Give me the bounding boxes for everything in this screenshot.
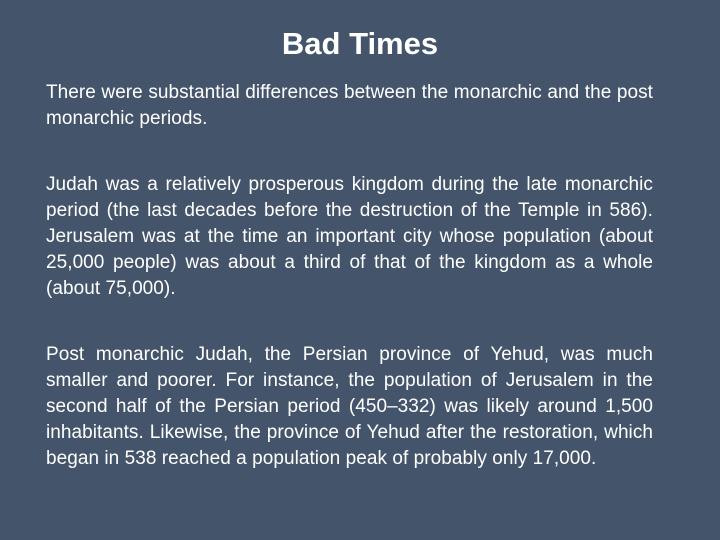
paragraph-late-monarchic-judah: Judah was a relatively prosperous kingdom during the late monarchic period (the last decades before the destruction of the Temple in 586). Jerusalem was at the time an important city whose population (about 25,000 people) was about a third of that of the kingdom as a whole (about 75,000).	[46, 174, 653, 299]
slide-body	[46, 80, 653, 512]
paragraph-post-monarchic-yehud: Post monarchic Judah, the Persian province of Yehud, was much smaller and poorer. For instance, the population of Jerusalem in the second half of the Persian period (450–332) was likely around 1,500 inhabitants. Likewise, the province of Yehud after the restoration, which began in 538 reached a population peak of probably only 17,000.	[46, 344, 653, 469]
paragraph-monarchic-differences: There were substantial differences between the monarchic and the post monarchic periods.	[46, 82, 653, 129]
slide-title: Bad Times	[281, 26, 439, 61]
